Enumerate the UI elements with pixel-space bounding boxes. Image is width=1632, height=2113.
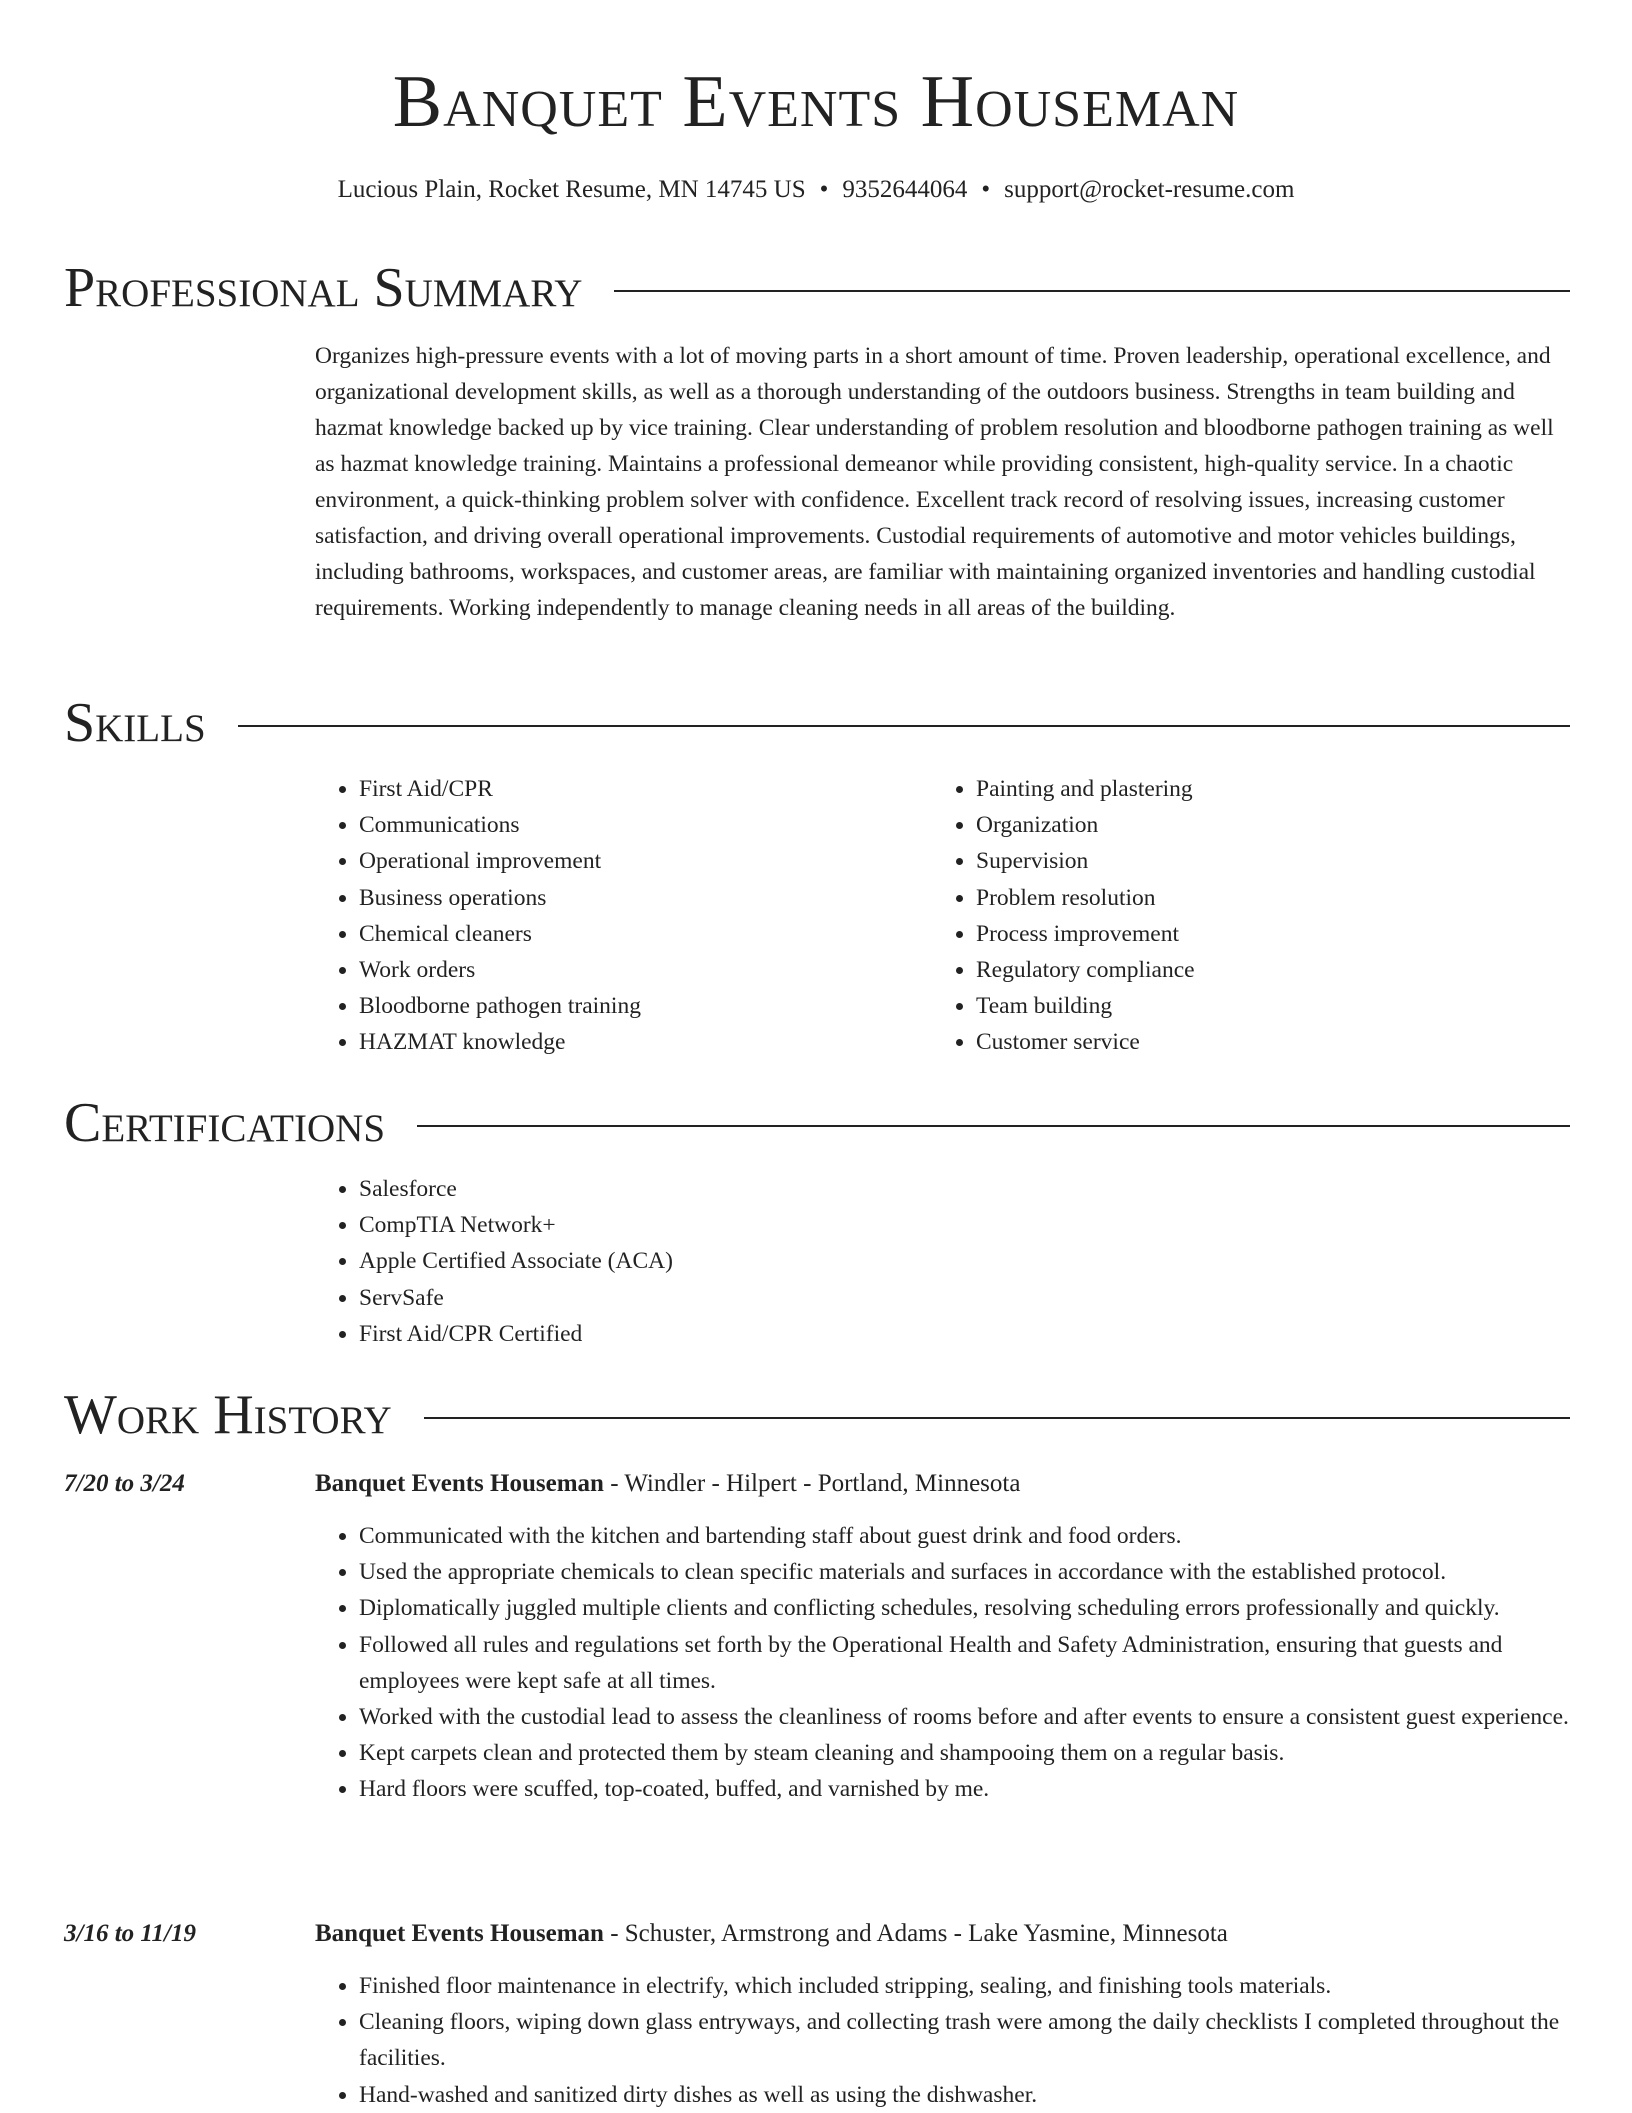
job-bullet: • Finished floor maintenance in electrify, which included stripping, sealing, and finishing tools materials. <box>359 1968 1570 2004</box>
contact-separator: • <box>819 176 829 203</box>
job-bullet: • Kept carpets clean and protected them by steam cleaning and shampooing them on a regular basis. <box>359 1735 1570 1771</box>
skills-right-column <box>932 771 1532 1061</box>
skill-item: • Painting and plastering <box>976 771 1532 807</box>
job-dates: 7/20 to 3/24 <box>64 1470 185 1497</box>
skill-item: • Customer service <box>976 1024 1532 1060</box>
skill-item: • Team building <box>976 988 1532 1024</box>
job-dates: 3/16 to 11/19 <box>64 1920 196 1947</box>
certification-item: • ServSafe <box>359 1280 1115 1316</box>
summary-heading: Professional Summary <box>64 257 583 319</box>
certification-item: • CompTIA Network+ <box>359 1207 1115 1243</box>
job-employer-location: - Schuster, Armstrong and Adams - Lake Yasmine, Minnesota <box>603 1920 1228 1947</box>
skills-section-header <box>64 688 1570 758</box>
skills-heading: Skills <box>64 692 206 754</box>
contact-line <box>0 172 1632 208</box>
contact-address: Lucious Plain, Rocket Resume, MN 14745 US <box>337 176 806 203</box>
contact-phone: 9352644064 <box>842 176 968 203</box>
job-bullet: • Followed all rules and regulations set forth by the Operational Health and Safety Administration, ensuring that guests and employees were kept safe at all times. <box>359 1627 1570 1699</box>
contact-separator: • <box>981 176 991 203</box>
skill-item: • Communications <box>359 807 915 843</box>
certifications-section-header <box>64 1088 1570 1158</box>
certifications-heading: Certifications <box>64 1092 386 1154</box>
skill-item: • Operational improvement <box>359 843 915 879</box>
job-bullet: • Used the appropriate chemicals to clean specific materials and surfaces in accordance with the established protocol. <box>359 1554 1570 1590</box>
certification-item: • First Aid/CPR Certified <box>359 1316 1115 1352</box>
job-bullet: • Hand-washed and sanitized dirty dishes as well as using the dishwasher. <box>359 2077 1570 2113</box>
section-divider <box>238 725 1570 727</box>
job-bullet: • Communicated with the kitchen and bartending staff about guest drink and food orders. <box>359 1518 1570 1554</box>
job-responsibilities <box>315 1968 1570 2113</box>
contact-email: support@rocket-resume.com <box>1004 176 1295 203</box>
job-bullet: • Hard floors were scuffed, top-coated, buffed, and varnished by me. <box>359 1771 1570 1807</box>
section-divider <box>424 1417 1570 1419</box>
job-bullet: • Worked with the custodial lead to assess the cleanliness of rooms before and after events to ensure a consistent guest experience. <box>359 1699 1570 1735</box>
summary-text: Organizes high-pressure events with a lot of moving parts in a short amount of time. Proven leadership, operational excellence, and organizational development skills, as well as a thorough understanding of the outdoors business. Strengths in team building and hazmat knowledge backed up by vice training. Clear understanding of problem resolution and bloodborne pathogen training as well as hazmat knowledge training. Maintains a professional demeanor while providing consistent, high-quality service. In a chaotic environment, a quick-thinking problem solver with confidence. Excellent track record of resolving issues, increasing customer satisfaction, and driving overall operational improvements. Custodial requirements of automotive and motor vehicles buildings, including bathrooms, workspaces, and customer areas, are familiar with maintaining organized inventories and handling custodial requirements. Working independently to manage cleaning needs in all areas of the building. <box>315 343 1554 621</box>
skill-item: • Process improvement <box>976 916 1532 952</box>
job-responsibilities <box>315 1518 1570 1808</box>
candidate-name: Banquet Events Houseman <box>392 61 1240 143</box>
skill-item: • Problem resolution <box>976 880 1532 916</box>
certification-item: • Apple Certified Associate (ACA) <box>359 1243 1115 1279</box>
job-title-line <box>315 1916 1570 1952</box>
job-title-line <box>315 1466 1570 1502</box>
skills-left-column <box>315 771 915 1061</box>
job-bullet: • Cleaning floors, wiping down glass entryways, and collecting trash were among the daily checklists I completed throughout the facilities. <box>359 2004 1570 2076</box>
job-title: Banquet Events Houseman <box>315 1920 604 1947</box>
section-divider <box>417 1125 1570 1127</box>
skill-item: • Supervision <box>976 843 1532 879</box>
job-bullet: • Diplomatically juggled multiple clients and conflicting schedules, resolving scheduling errors professionally and quickly. <box>359 1590 1570 1626</box>
certification-item: • Salesforce <box>359 1171 1115 1207</box>
certifications-list <box>315 1171 1115 1352</box>
skill-item: • Chemical cleaners <box>359 916 915 952</box>
job-title: Banquet Events Houseman <box>315 1470 604 1497</box>
work-history-section-header <box>64 1380 1570 1450</box>
skill-item: • First Aid/CPR <box>359 771 915 807</box>
skill-item: • Bloodborne pathogen training <box>359 988 915 1024</box>
skill-item: • HAZMAT knowledge <box>359 1024 915 1060</box>
skill-item: • Regulatory compliance <box>976 952 1532 988</box>
skill-item: • Business operations <box>359 880 915 916</box>
summary-section-header <box>64 253 1570 323</box>
section-divider <box>614 290 1570 292</box>
work-history-heading: Work History <box>64 1384 392 1446</box>
skill-item: • Work orders <box>359 952 915 988</box>
skill-item: • Organization <box>976 807 1532 843</box>
job-employer-location: - Windler - Hilpert - Portland, Minnesota <box>603 1470 1021 1497</box>
